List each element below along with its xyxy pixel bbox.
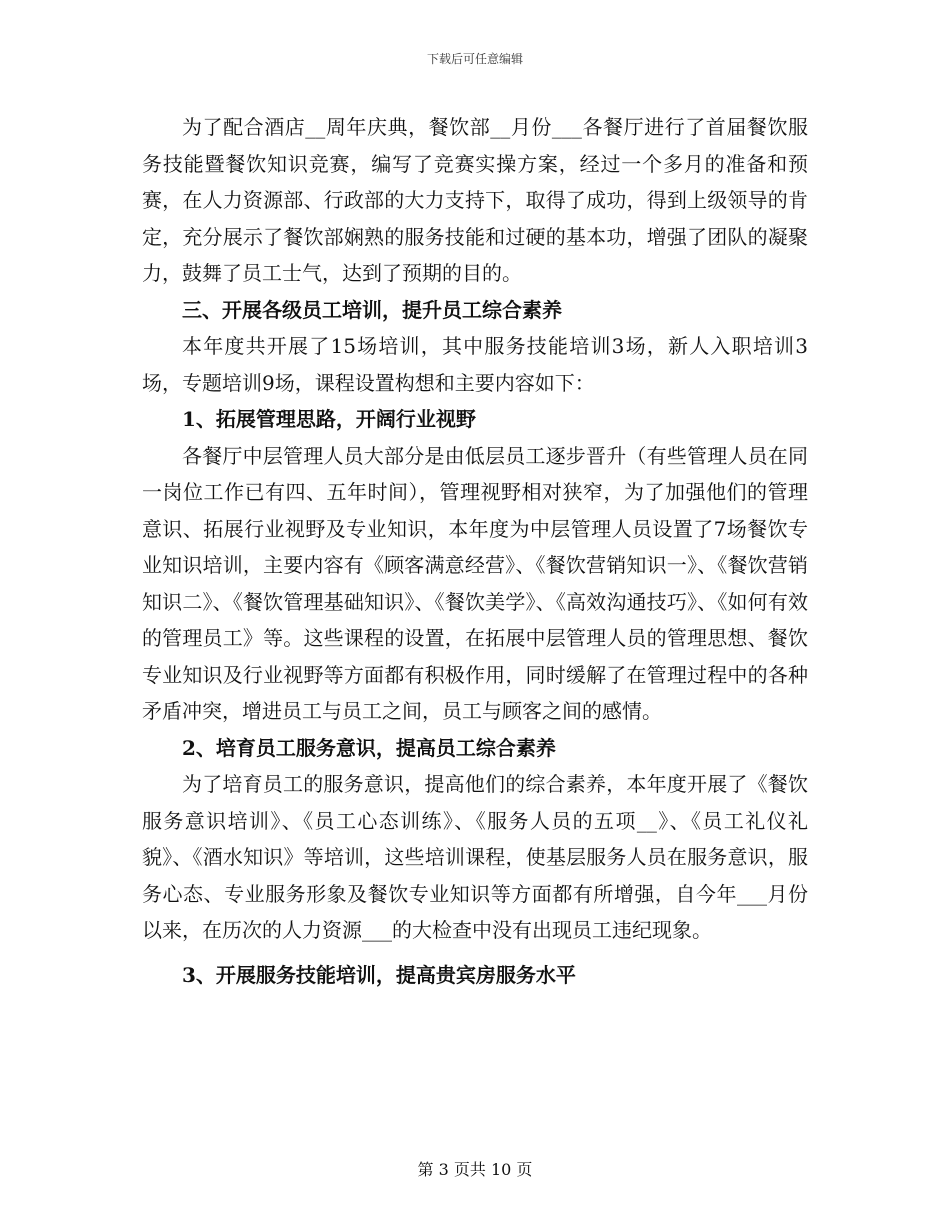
section-heading-training: 三、开展各级员工培训，提升员工综合素养 (182, 297, 562, 322)
subheading-service-awareness: 2、培育员工服务意识，提高员工综合素养 (182, 735, 556, 760)
paragraph-service-awareness: 为了培育员工的服务意识，提高他们的综合素养，本年度开展了《餐饮服务意识培训》、《员工心态训练》、《服务人员的五项__》、《员工礼仪礼貌》、《酒水知识》等培训，这些培训课程，使基层服务人员在服务意识，服务心态、专业服务形象及餐饮专业知识等方面都有所增强，自今年___月份以来，在历次的人力资源___的大检查中没有出现员工违纪现象。 (142, 772, 808, 942)
subheading-service-skills: 3、开展服务技能培训，提高贵宾房服务水平 (182, 962, 576, 987)
paragraph-management: 各餐厅中层管理人员大部分是由低层员工逐步晋升（有些管理人员在同一岗位工作已有四、五年时间），管理视野相对狭窄，为了加强他们的管理意识、拓展行业视野及专业知识，本年度为中层管理人员设置了7场餐饮专业知识培训，主要内容有《顾客满意经营》、《餐饮营销知识一》、《餐饮营销知识二》、《餐饮管理基础知识》、《餐饮美学》、《高效沟通技巧》、《如何有效的管理员工》等。这些课程的设置，在拓展中层管理人员的管理思想、餐饮专业知识及行业视野等方面都有积极作用，同时缓解了在管理过程中的各种矛盾冲突，增进员工与员工之间，员工与顾客之间的感情。 (142, 443, 808, 723)
page-number: 第 3 页共 10 页 (417, 1160, 533, 1179)
subheading-management: 1、拓展管理思路，开阔行业视野 (182, 407, 476, 431)
paragraph-training-overview: 本年度共开展了15场培训，其中服务技能培训3场，新人入职培训3场，专题培训9场，课程设置构想和主要内容如下： (142, 334, 808, 395)
paragraph-competition: 为了配合酒店__周年庆典，餐饮部__月份___各餐厅进行了首届餐饮服务技能暨餐饮知识竞赛，编写了竞赛实操方案，经过一个多月的准备和预赛，在人力资源部、行政部的大力支持下，取得了成功，得到上级领导的肯定，充分展示了餐饮部娴熟的服务技能和过硬的基本功，增强了团队的凝聚力，鼓舞了员工士气，达到了预期的目的。 (142, 115, 808, 285)
header-note: 下载后可任意编辑 (426, 52, 523, 66)
document-body (142, 109, 808, 993)
